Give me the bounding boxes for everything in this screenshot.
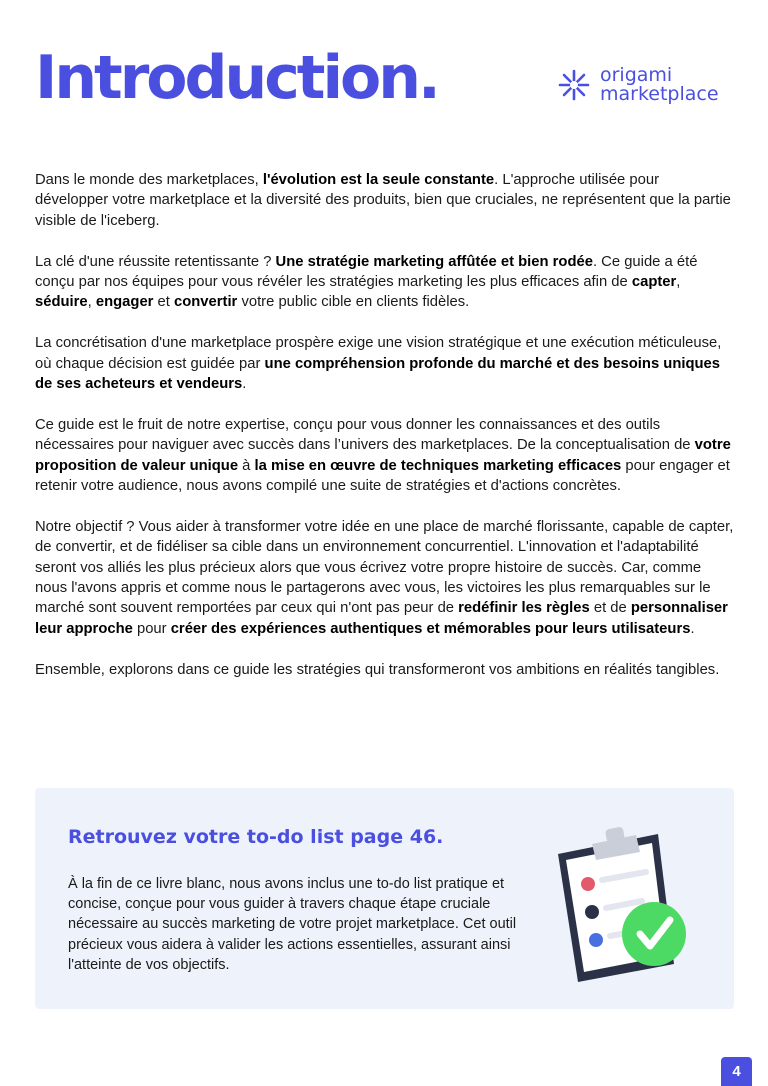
text-run: à xyxy=(238,457,255,474)
bold-text: l'évolution est la seule constante xyxy=(262,172,495,188)
text-run: Ensemble, explorons dans ce guide les stratégies qui transformeront vos ambitions en réalités tangibles. xyxy=(35,661,720,678)
bold-text: Une stratégie marketing affûtée et bien rodée xyxy=(275,253,593,270)
logo-text-line1: origami xyxy=(600,64,673,86)
brand-logo xyxy=(556,66,719,104)
bold-text: convertir xyxy=(174,294,238,311)
clipboard-checklist-icon xyxy=(550,814,690,984)
text-run: . Ce guide a été conçu par nos équipes pour vous révéler les stratégies marketing les plus efficaces afin de xyxy=(35,253,698,291)
bold-text: redéfinir les règles xyxy=(458,600,590,617)
body-paragraph xyxy=(35,333,735,394)
text-run: , xyxy=(676,274,681,291)
callout-text: À la fin de ce livre blanc, nous avons inclus une to-do list pratique et concise, conçue pour vous guider à travers chaque étape cruciale nécessaire au succès marketing de votre projet marketplace. Cet outil précieux vous aidera à valider les actions essentielles, assurant ainsi l'atteinte de vos objectifs. xyxy=(68,876,517,973)
bold-text: une compréhension profonde du marché et des besoins uniques de ses acheteurs et vendeurs xyxy=(35,355,721,393)
text-run: . L'approche utilisée pour développer votre marketplace et la diversité des produits, bien que cruciales, ne représentent que la partie visible de l'iceberg. xyxy=(35,172,731,229)
page-number: 4 xyxy=(721,1057,752,1086)
text-run: , xyxy=(87,294,96,311)
text-run: . xyxy=(242,376,247,393)
body-paragraph xyxy=(35,252,735,313)
bold-text: votre proposition de valeur unique xyxy=(35,437,731,474)
bold-text: séduire xyxy=(35,294,88,311)
origami-logo-icon xyxy=(556,67,592,103)
text-run: et xyxy=(153,294,174,311)
text-run: Dans le monde des marketplaces, xyxy=(35,172,263,188)
text-run: . xyxy=(690,620,695,637)
bold-text: personnaliser leur approche xyxy=(35,600,728,637)
bold-text: la mise en œuvre de techniques marketing efficaces xyxy=(254,457,622,474)
text-run: pour engager et retenir votre audience, nous avons compilé une suite de stratégies et d'actions concrètes. xyxy=(35,457,730,495)
text-run: La concrétisation d'une marketplace prospère exige une vision stratégique et une exécution méticuleuse, où chaque décision est guidée par xyxy=(35,335,722,372)
bold-text: créer des expériences authentiques et mémorables pour leurs utilisateurs xyxy=(170,620,691,637)
text-run: La clé d'une réussite retentissante ? xyxy=(35,253,276,270)
body-paragraph xyxy=(35,660,735,680)
body-paragraph xyxy=(35,170,735,231)
intro-body xyxy=(35,170,735,700)
callout-title: Retrouvez votre to-do list page 46. xyxy=(68,826,444,848)
body-paragraph xyxy=(35,517,735,639)
body-paragraph xyxy=(35,415,735,497)
text-run: et de xyxy=(589,600,631,617)
todo-callout xyxy=(35,788,734,1009)
logo-text-line2: marketplace xyxy=(600,83,719,105)
text-run: pour xyxy=(132,620,171,637)
bold-text: capter xyxy=(631,274,677,291)
bold-text: engager xyxy=(95,294,154,311)
text-run: votre public cible en clients fidèles. xyxy=(237,294,470,311)
page-title: Introduction. xyxy=(35,43,438,113)
text-run: Ce guide est le fruit de notre expertise, conçu pour vous donner les connaissances et des outils nécessaires pour naviguer avec succès dans l’univers des marketplaces. De la conceptualisation de xyxy=(35,416,695,454)
text-run: Notre objectif ? Vous aider à transformer votre idée en une place de marché florissante, capable de capter, de convertir, et de fidéliser sa cible dans un environnement concurrentiel. L'innovation et l'adaptabilité seront vos alliés les plus précieux alors que vous écrivez votre propre histoire de succès. Car, comme nous l'avons appris et comme nous le partagerons avec vous, les victoires les plus remarquables sur le marché sont souvent remportées par ceux qui n'ont pas peur de xyxy=(35,518,734,617)
